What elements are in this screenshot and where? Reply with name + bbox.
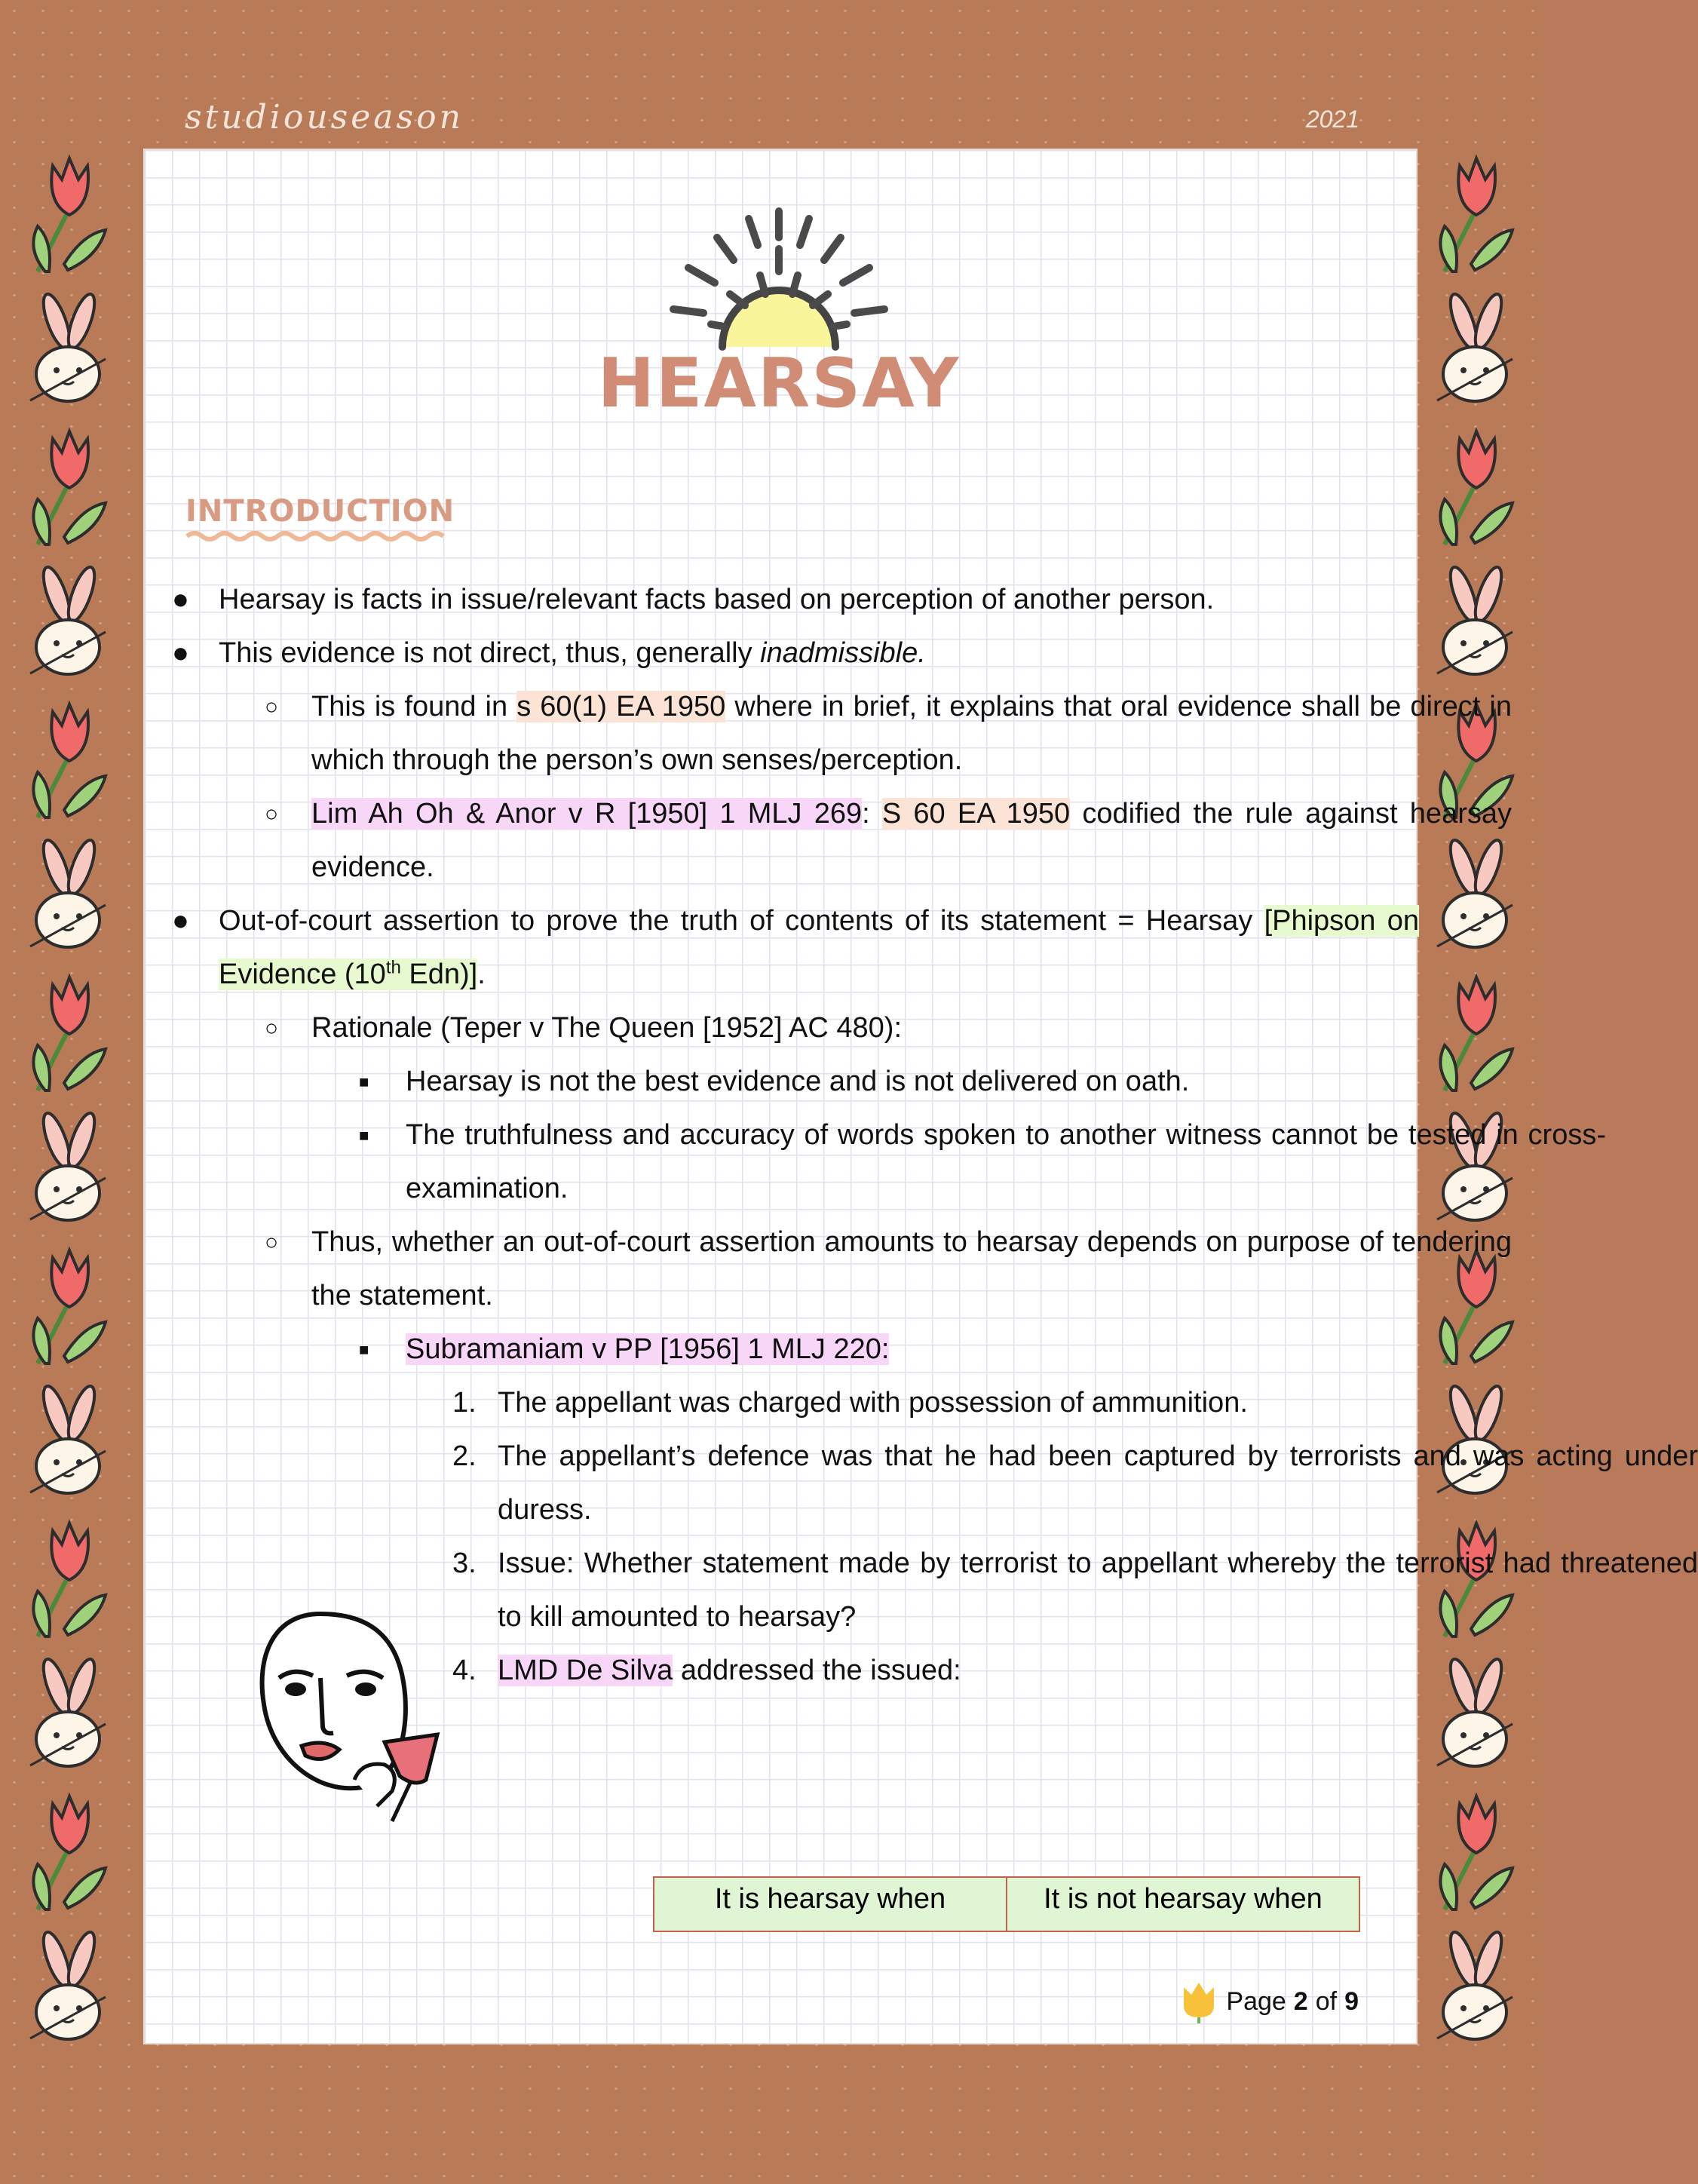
item-text: where in brief, it explains that oral evidence shall be direct in which through the person’s own senses/perception. [311,691,1512,776]
face-with-wine-icon [249,1606,460,1833]
bullet-square: ■ [359,1126,369,1145]
page-title: HEARSAY [597,344,961,423]
list-item [157,573,1419,627]
list-item [157,1323,1606,1376]
item-text: The appellant’s defence was that he had been captured by terrorists and was acting under duress. [498,1440,1698,1526]
tulip-icon [23,697,113,825]
left-decoration [23,151,113,2021]
tulip-icon [23,970,113,1098]
numbered-item [157,1376,1698,1430]
bullet-dot: ● [172,637,189,669]
list-item [157,1002,1512,1055]
year-label: 2021 [1305,106,1359,133]
item-text: Issue: Whether statement made by terrorist to appellant whereby the terrorist had threatened to kill amounted to hearsay? [498,1548,1698,1633]
list-item [157,1109,1606,1216]
source-text: [Phipson on Evidence (10 [219,905,1419,990]
item-text: The appellant was charged with possession of ammunition. [498,1387,1248,1419]
tulip-icon [23,424,113,552]
item-text: addressed the issued: [673,1655,961,1686]
bullet-circle: ○ [265,802,279,827]
notes-body [172,573,1698,1698]
bunny-icon [23,1106,113,1235]
list-item [157,787,1512,894]
sun-icon [643,204,915,354]
italic-text: inadmissible. [760,637,926,669]
item-text: The truthfulness and accuracy of words spoken to another witness cannot be tested in cross-examination. [406,1119,1606,1204]
item-text: This evidence is not direct, thus, generally [219,637,761,669]
table-header-cell: It is hearsay when [654,1878,1007,1931]
item-text: Out-of-court assertion to prove the truth of contents of its statement = Hearsay [219,905,1264,937]
bullet-circle: ○ [265,1230,279,1255]
bunny-icon [23,287,113,416]
page-of: of [1315,1986,1338,2016]
case-highlight: Subramaniam v PP [1956] 1 MLJ 220: [406,1333,890,1365]
list-item [157,1216,1512,1323]
bunny-icon [23,1652,113,1781]
item-number: 2. [452,1440,477,1472]
tulip-icon [23,151,113,279]
item-text: Thus, whether an out-of-court assertion amounts to hearsay depends on purpose of tendering the statement. [311,1226,1512,1311]
item-number: 3. [452,1548,477,1579]
superscript: th [385,957,401,978]
tulip-icon [23,1516,113,1644]
bunny-icon [23,1925,113,2054]
hearsay-table-header [653,1876,1360,1932]
item-text: : [862,798,882,830]
item-number: 1. [452,1387,477,1419]
item-text: Hearsay is not the best evidence and is not delivered on oath. [406,1066,1190,1097]
bunny-icon [1430,287,1520,416]
bunny-icon [23,833,113,962]
bullet-square: ■ [359,1072,369,1091]
tulip-page-icon [1179,1980,1218,2023]
bullet-square: ■ [359,1340,369,1359]
bunny-icon [1430,1925,1520,2054]
item-text: This is found in [311,691,517,722]
wavy-underline [185,529,446,544]
list-item [157,680,1512,787]
bullet-circle: ○ [265,695,279,719]
source-text: Edn)] [400,959,478,990]
page-indicator [1179,1980,1359,2023]
page-current: 2 [1293,1986,1308,2016]
statute-highlight: S 60 EA 1950 [881,798,1071,830]
list-item [157,1055,1606,1109]
tulip-icon [23,1789,113,1917]
title-block [143,204,1414,423]
item-text: codified the rule against hearsay evidence. [311,798,1512,883]
bunny-icon [1430,560,1520,689]
bullet-dot: ● [172,905,189,937]
item-number: 4. [452,1655,477,1686]
case-highlight: Lim Ah Oh & Anor v R [1950] 1 MLJ 269 [311,798,863,830]
numbered-item [157,1430,1698,1537]
tulip-icon [1430,1789,1520,1917]
statute-highlight: s 60(1) EA 1950 [516,691,726,722]
page-total: 9 [1344,1986,1359,2016]
section-heading [185,494,455,548]
tulip-icon [1430,151,1520,279]
brand-logo: studiouseason [185,98,464,136]
bunny-icon [23,1379,113,1508]
bunny-icon [23,560,113,689]
bullet-dot: ● [172,584,189,615]
tulip-icon [1430,424,1520,552]
bullet-circle: ○ [265,1016,279,1041]
list-item [157,627,1419,680]
section-title: INTRODUCTION [185,494,455,529]
item-text: Hearsay is facts in issue/relevant facts based on perception of another person. [219,584,1215,615]
table-header-cell: It is not hearsay when [1044,1883,1323,1915]
tulip-icon [23,1243,113,1371]
judge-highlight: LMD De Silva [498,1655,673,1686]
list-item [157,894,1419,1002]
item-text: . [477,959,486,990]
item-text: Rationale (Teper v The Queen [1952] AC 480): [311,1012,903,1044]
page-label: Page [1226,1986,1286,2016]
